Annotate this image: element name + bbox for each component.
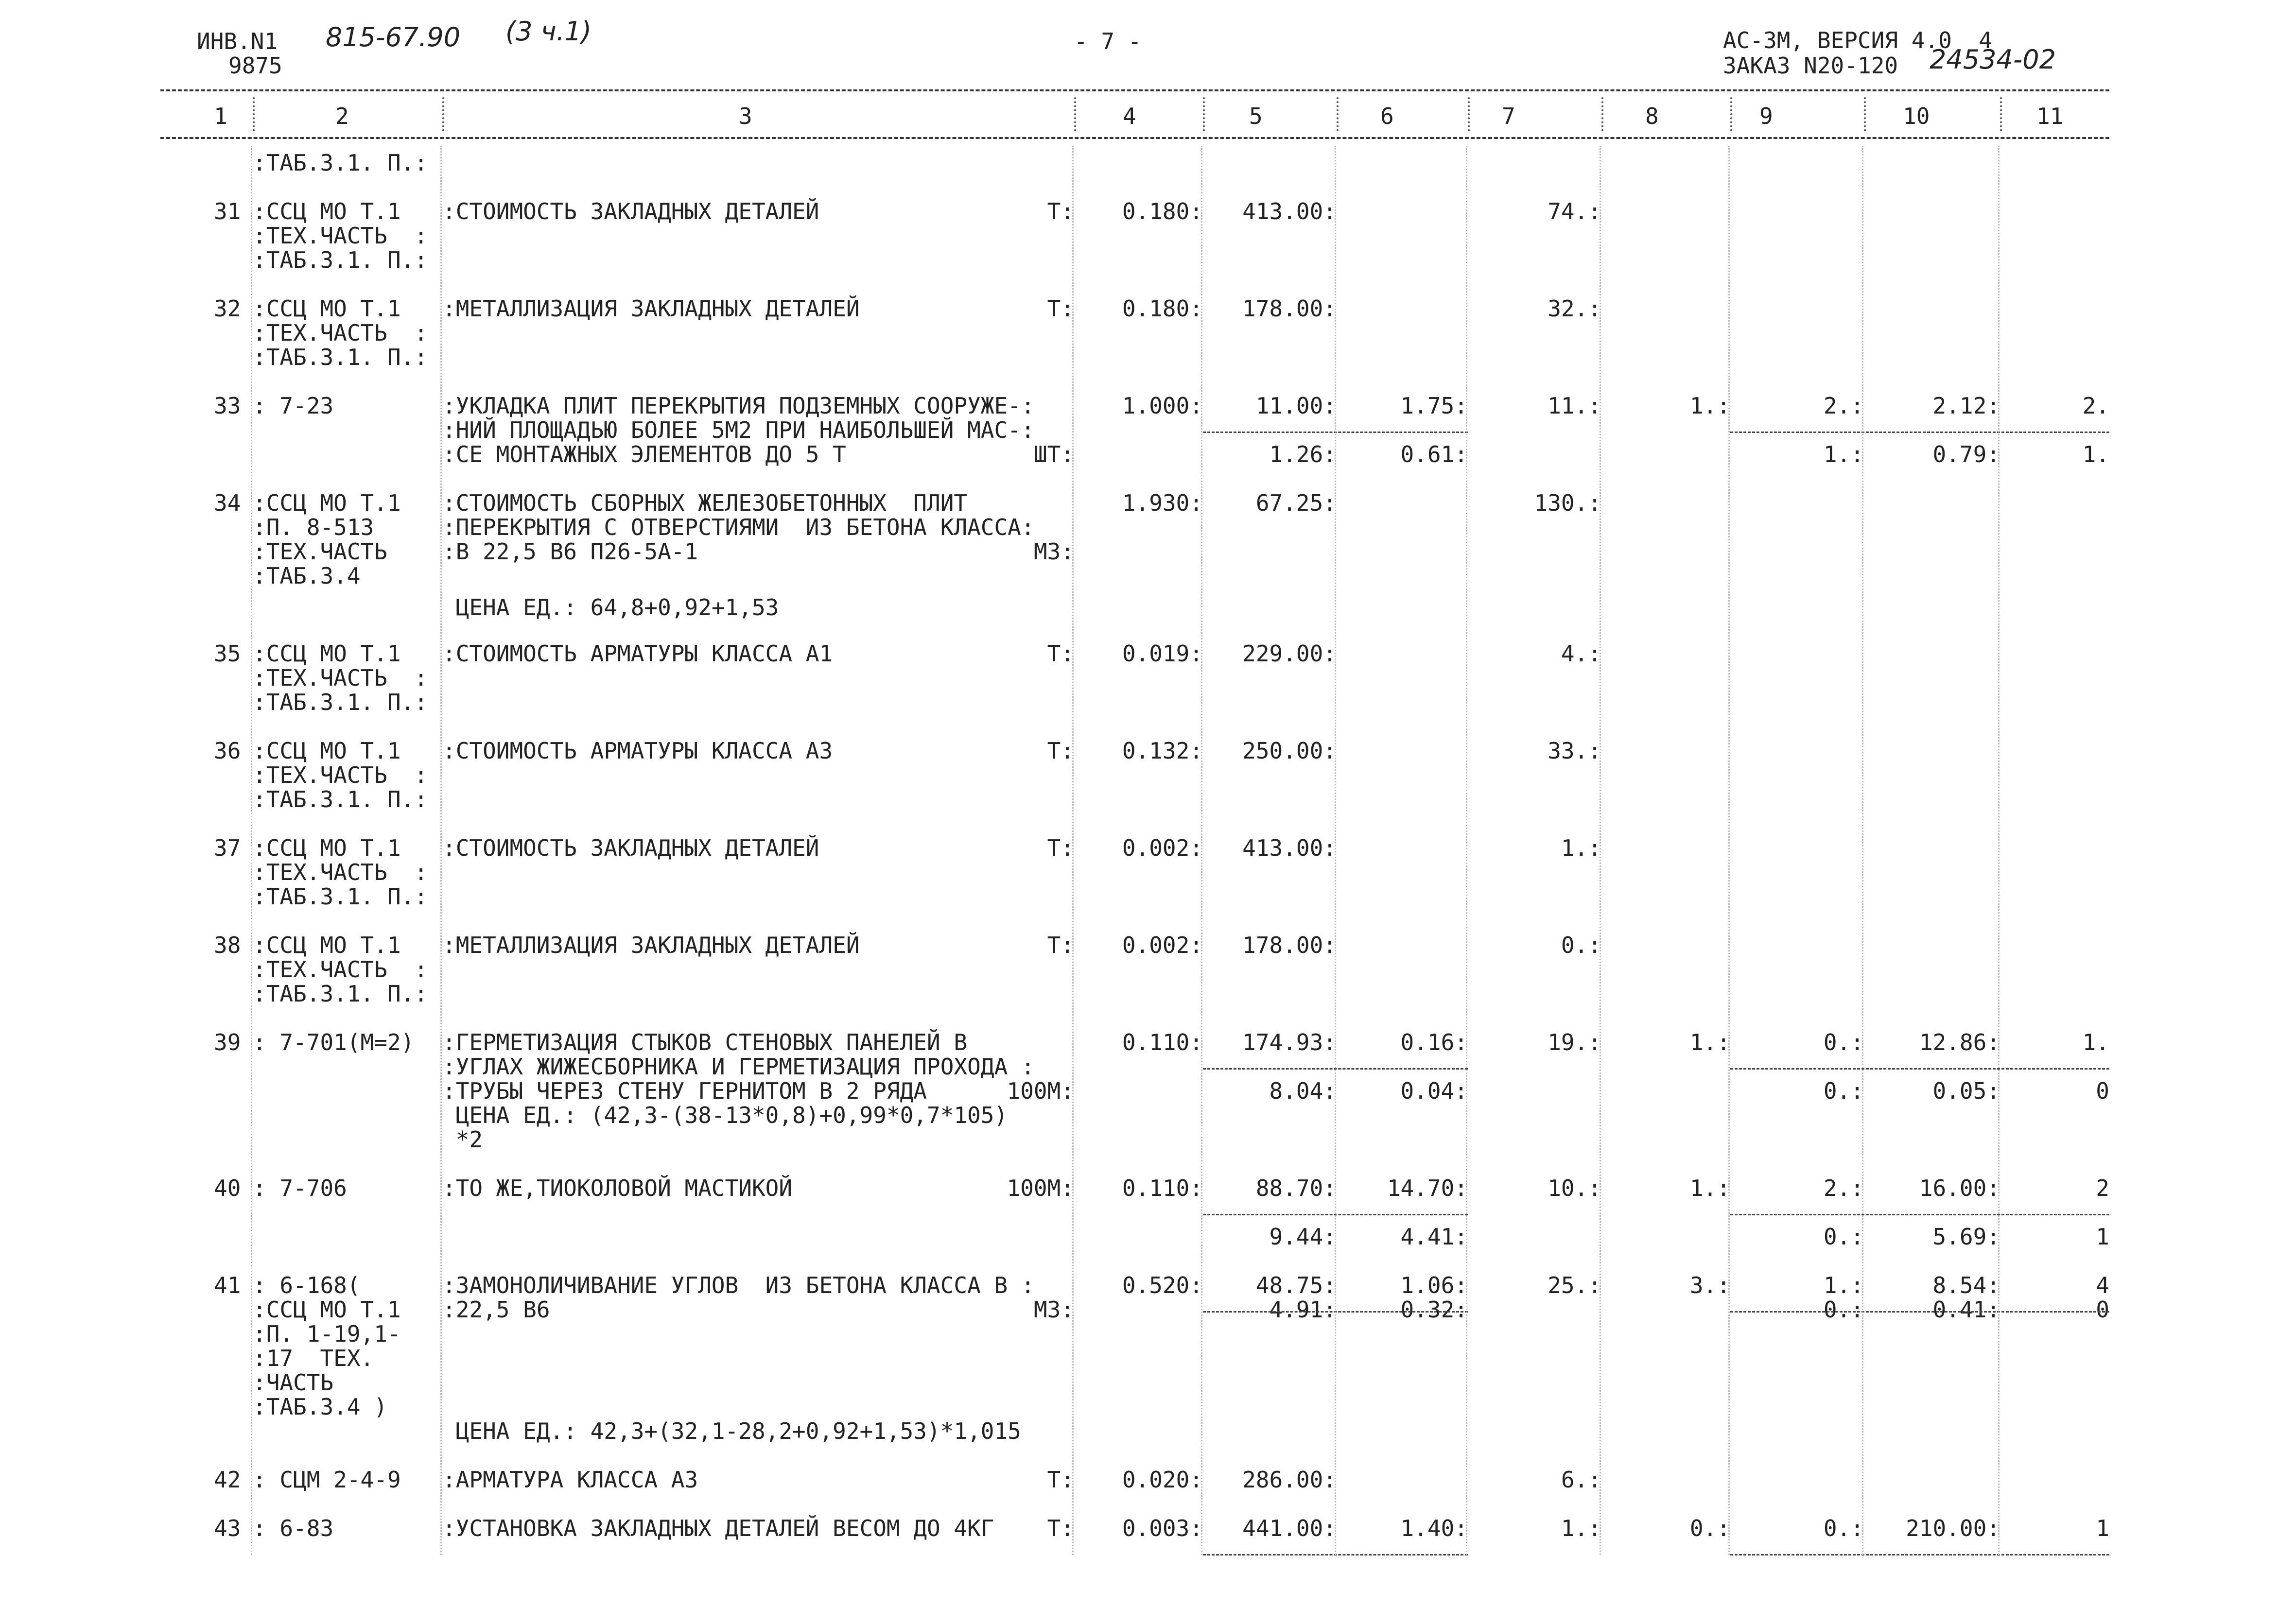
cell-c2: :ССЦ МО Т.1 [253,490,401,516]
cell-c6: 0.16: [1400,1029,1468,1055]
cell-c2: :ТАБ.3.1. П.: [253,786,428,812]
column-separator [1601,97,1603,131]
body-column-rule [1072,146,1074,1555]
cell-c4: 1.930: [1122,490,1203,516]
cell-c5: 286.00: [1242,1467,1337,1493]
subtotal-separator [1730,1554,2109,1555]
header-bottom-rule [160,137,2109,139]
cell-c4: 0.002: [1122,932,1203,958]
column-header: 2 [335,103,349,129]
cell-c6: 1.06: [1400,1272,1468,1298]
cell-c4: 0.019: [1122,640,1203,667]
cell-c3: :ТО ЖЕ,ТИОКОЛОВОЙ МАСТИКОЙ [442,1175,793,1201]
cell-c1: 31 [214,198,241,225]
column-header: 11 [2036,103,2064,129]
cell-c10: 0.79: [1932,441,2000,467]
cell-c4: 0.003: [1122,1515,1203,1541]
cell-c9: 0.: [1823,1296,1864,1323]
cell-c5: 413.00: [1242,198,1337,225]
column-separator [1864,97,1866,131]
cell-unit: Т: [1047,198,1074,225]
subtotal-separator [1730,432,2109,433]
cell-c2: :ЧАСТЬ [253,1369,334,1396]
cell-c1: 37 [214,835,241,861]
cell-c2: :ТЕХ.ЧАСТЬ : [253,762,428,788]
cell-c9: 0.: [1823,1078,1864,1104]
cell-c11: 2. [2082,393,2109,419]
cell-c2: :ТАБ.3.1. П.: [253,981,428,1007]
cell-c3: :ЗАМОНОЛИЧИВАНИЕ УГЛОВ ИЗ БЕТОНА КЛАССА В : [442,1272,1035,1298]
body-column-rule [1998,146,2000,1555]
column-header: 3 [739,103,752,129]
cell-c5: 1.26: [1269,441,1337,467]
cell-c2: :ССЦ МО Т.1 [253,835,401,861]
cell-c2: : 6-83 [253,1515,334,1541]
cell-unit: ШТ: [1033,441,1074,467]
cell-c11: 2 [2096,1175,2109,1201]
cell-c4: 0.520: [1122,1272,1203,1298]
column-header: 4 [1123,103,1136,129]
cell-c1: 36 [214,738,241,764]
cell-c11: 1 [2096,1224,2109,1250]
column-separator [1468,97,1470,131]
cell-c3: :ГЕРМЕТИЗАЦИЯ СТЫКОВ СТЕНОВЫХ ПАНЕЛЕЙ В [442,1029,968,1055]
column-header: 8 [1645,103,1659,129]
cell-c5: 48.75: [1255,1272,1337,1298]
column-separator [2000,97,2002,131]
column-header: 1 [214,103,227,129]
cell-c2: :ТЕХ.ЧАСТЬ [253,538,387,565]
cell-c8: 1.: [1689,1175,1730,1201]
cell-c5: 4.91: [1269,1296,1337,1323]
cell-c7: 11.: [1548,393,1601,419]
cell-c3: :СТОИМОСТЬ АРМАТУРЫ КЛАССА А1 [442,640,833,667]
cell-c7: 32.: [1548,295,1601,322]
cell-c2: :ТАБ.3.1. П.: [253,689,428,715]
cell-c2: :П. 1-19,1- [253,1321,401,1347]
body-column-rule [1728,146,1730,1555]
column-separator [1074,97,1076,131]
cell-c5: 11.00: [1255,393,1337,419]
column-separator [1337,97,1339,131]
cell-c5: 88.70: [1255,1175,1337,1201]
cell-unit: Т: [1047,738,1074,764]
cell-c3: :СТОИМОСТЬ СБОРНЫХ ЖЕЛЕЗОБЕТОННЫХ ПЛИТ [442,490,968,516]
cell-c3: ЦЕНА ЕД.: (42,3-(38-13*0,8)+0,99*0,7*105) [442,1102,1008,1128]
cell-c4: 0.132: [1122,738,1203,764]
cell-c1: 35 [214,640,241,667]
cell-c9: 2.: [1823,1175,1864,1201]
cell-c2: :ССЦ МО Т.1 [253,295,401,322]
cell-c2: :ТЕХ.ЧАСТЬ : [253,956,428,983]
cell-c2: : 6-168( [253,1272,361,1298]
cell-c6: 0.04: [1400,1078,1468,1104]
cell-c8: 3.: [1689,1272,1730,1298]
cell-c4: 0.002: [1122,835,1203,861]
cell-c10: 5.69: [1932,1224,2000,1250]
cell-c3: :СТОИМОСТЬ ЗАКЛАДНЫХ ДЕТАЛЕЙ [442,198,819,225]
cell-c11: 1. [2082,1029,2109,1055]
cell-c4: 0.110: [1122,1029,1203,1055]
body-column-rule [1201,146,1202,1555]
cell-c2: : 7-23 [253,393,334,419]
column-header: 9 [1759,103,1773,129]
inventory-number: 9875 [228,52,282,79]
cell-unit: Т: [1047,295,1074,322]
cell-c3: *2 [442,1126,483,1153]
cell-c2: :ТЕХ.ЧАСТЬ : [253,665,428,691]
cell-c6: 0.61: [1400,441,1468,467]
cell-c2: :ССЦ МО Т.1 [253,1296,401,1323]
cell-c7: 10.: [1548,1175,1601,1201]
cell-c2: :ТАБ.3.1. П.: [253,883,428,910]
body-column-rule [1466,146,1467,1555]
cell-unit: М3: [1033,538,1074,565]
cell-c11: 1. [2082,441,2109,467]
column-separator [253,97,255,131]
cell-c5: 67.25: [1255,490,1337,516]
cell-c10: 2.12: [1932,393,2000,419]
cell-c3: ЦЕНА ЕД.: 64,8+0,92+1,53 [442,594,779,621]
cell-c3: :УСТАНОВКА ЗАКЛАДНЫХ ДЕТАЛЕЙ ВЕСОМ ДО 4КГ [442,1515,994,1541]
cell-c4: 0.110: [1122,1175,1203,1201]
cell-c6: 1.40: [1400,1515,1468,1541]
cell-c5: 9.44: [1269,1224,1337,1250]
cell-c9: 0.: [1823,1029,1864,1055]
cell-c2: :ССЦ МО Т.1 [253,738,401,764]
column-header: 6 [1380,103,1394,129]
cell-unit: Т: [1047,932,1074,958]
body-column-rule [251,146,252,1555]
cell-c4: 0.180: [1122,198,1203,225]
header-top-rule [160,89,2109,91]
column-separator [1730,97,1732,131]
cell-c5: 178.00: [1242,295,1337,322]
body-column-rule [440,146,442,1555]
cell-c7: 25.: [1548,1272,1601,1298]
cell-c5: 413.00: [1242,835,1337,861]
cell-c5: 229.00: [1242,640,1337,667]
cell-c3: :НИЙ ПЛОЩАДЬЮ БОЛЕЕ 5М2 ПРИ НАИБОЛЬШЕЙ МАС-: [442,417,1035,443]
cell-c3: :СТОИМОСТЬ ЗАКЛАДНЫХ ДЕТАЛЕЙ [442,835,819,861]
doc-reference: 815-67.90 [326,22,461,52]
cell-c5: 178.00: [1242,932,1337,958]
cell-c3: :В 22,5 В6 П26-5А-1 [442,538,698,565]
cell-c10: 16.00: [1919,1175,2000,1201]
cell-unit: Т: [1047,1515,1074,1541]
cell-c11: 0 [2096,1296,2109,1323]
order-handwritten: 24534-02 [1930,44,2056,75]
cell-c9: 1.: [1823,1272,1864,1298]
cell-c2: : 7-701(М=2) [253,1029,415,1055]
cell-c10: 12.86: [1919,1029,2000,1055]
cell-c2: :ССЦ МО Т.1 [253,640,401,667]
cell-c2: : СЦМ 2-4-9 [253,1467,401,1493]
cell-c3: :22,5 В6 [442,1296,550,1323]
subtotal-separator [1730,1214,2109,1215]
cell-c5: 174.93: [1242,1029,1337,1055]
cell-c11: 1 [2096,1515,2109,1541]
cell-c4: 1.000: [1122,393,1203,419]
cell-c1: 33 [214,393,241,419]
cell-c7: 130.: [1534,490,1601,516]
cell-c7: 0.: [1561,932,1601,958]
cell-c11: 4 [2096,1272,2109,1298]
cell-c5: 250.00: [1242,738,1337,764]
subtotal-separator [1730,1311,2109,1313]
cell-c2: :ТЕХ.ЧАСТЬ : [253,859,428,885]
cell-c6: 1.75: [1400,393,1468,419]
cell-c3: :АРМАТУРА КЛАССА А3 [442,1467,698,1493]
cell-unit: Т: [1047,640,1074,667]
cell-c10: 0.41: [1932,1296,2000,1323]
cell-c2: : 7-706 [253,1175,347,1201]
cell-c7: 1.: [1561,835,1601,861]
cell-c1: 41 [214,1272,241,1298]
body-column-rule [1600,146,1601,1555]
cell-c7: 19.: [1548,1029,1601,1055]
column-separator [442,97,444,131]
cell-c8: 1.: [1689,393,1730,419]
cell-c10: 210.00: [1906,1515,2000,1541]
cell-c3: :МЕТАЛЛИЗАЦИЯ ЗАКЛАДНЫХ ДЕТАЛЕЙ [442,295,860,322]
document-part: (3 ч.1) [505,16,592,47]
page-number: - 7 - [1074,28,1142,54]
body-column-rule [1862,146,1863,1555]
cell-c1: 32 [214,295,241,322]
order-number: ЗАКАЗ N20-120 [1723,52,1898,79]
cell-c2: :ТАБ.3.4 ) [253,1394,387,1420]
cell-c6: 14.70: [1387,1175,1468,1201]
body-column-rule [1335,146,1336,1555]
cell-c9: 1.: [1823,441,1864,467]
software-version: АС-3М, ВЕРСИЯ 4.0 4 [1723,27,1992,53]
cell-c2: :ТЕХ.ЧАСТЬ : [253,320,428,346]
cell-c10: 0.05: [1932,1078,2000,1104]
column-header: 10 [1903,103,1930,129]
cell-c2: :17 ТЕХ. [253,1345,374,1371]
cell-c1: 42 [214,1467,241,1493]
column-separator [1203,97,1205,131]
cell-c9: 2.: [1823,393,1864,419]
column-header: 7 [1502,103,1515,129]
cell-c2: :ТАБ.3.1. П.: [253,150,428,176]
cell-c2: :ТАБ.3.1. П.: [253,247,428,273]
cell-c7: 6.: [1561,1467,1601,1493]
cell-c3: :СЕ МОНТАЖНЫХ ЭЛЕМЕНТОВ ДО 5 Т [442,441,846,467]
cell-c1: 43 [214,1515,241,1541]
column-header: 5 [1249,103,1263,129]
cell-c5: 8.04: [1269,1078,1337,1104]
cell-unit: 100М: [1007,1175,1074,1201]
cell-unit: Т: [1047,835,1074,861]
cell-c3: :СТОИМОСТЬ АРМАТУРЫ КЛАССА А3 [442,738,833,764]
cell-c1: 34 [214,490,241,516]
cell-c3: :МЕТАЛЛИЗАЦИЯ ЗАКЛАДНЫХ ДЕТАЛЕЙ [442,932,860,958]
cell-c7: 74.: [1548,198,1601,225]
cell-c6: 0.32: [1400,1296,1468,1323]
cell-c3: :УГЛАХ ЖИЖЕСБОРНИКА И ГЕРМЕТИЗАЦИЯ ПРОХОДА : [442,1054,1035,1080]
cell-c3: :ТРУБЫ ЧЕРЕЗ СТЕНУ ГЕРНИТОМ В 2 РЯДА [442,1078,927,1104]
cell-c1: 39 [214,1029,241,1055]
inventory-label: ИНВ.N1 [197,28,278,54]
cell-c8: 0.: [1689,1515,1730,1541]
cell-c1: 40 [214,1175,241,1201]
cell-c2: :ССЦ МО Т.1 [253,198,401,225]
cell-c1: 38 [214,932,241,958]
cell-c4: 0.020: [1122,1467,1203,1493]
cell-unit: 100М: [1007,1078,1074,1104]
cell-c2: :ТЕХ.ЧАСТЬ : [253,223,428,249]
cell-c7: 1.: [1561,1515,1601,1541]
cell-c7: 33.: [1548,738,1601,764]
cell-c5: 441.00: [1242,1515,1337,1541]
cell-c3: :ПЕРЕКРЫТИЯ С ОТВЕРСТИЯМИ ИЗ БЕТОНА КЛАССА: [442,514,1035,540]
cell-c7: 4.: [1561,640,1601,667]
cell-c10: 8.54: [1932,1272,2000,1298]
cell-c2: :П. 8-513 [253,514,374,540]
cell-unit: М3: [1033,1296,1074,1323]
subtotal-separator [1730,1068,2109,1070]
cell-c3: ЦЕНА ЕД.: 42,3+(32,1-28,2+0,92+1,53)*1,015 [442,1418,1021,1444]
cell-c2: :ТАБ.3.1. П.: [253,344,428,370]
cell-c2: :ТАБ.3.4 [253,563,361,589]
cell-c4: 0.180: [1122,295,1203,322]
cell-c3: :УКЛАДКА ПЛИТ ПЕРЕКРЫТИЯ ПОДЗЕМНЫХ СООРУЖЕ-: [442,393,1035,419]
cell-unit: Т: [1047,1467,1074,1493]
cell-c2: :ССЦ МО Т.1 [253,932,401,958]
cell-c11: 0 [2096,1078,2109,1104]
cell-c9: 0.: [1823,1515,1864,1541]
cell-c9: 0.: [1823,1224,1864,1250]
cell-c6: 4.41: [1400,1224,1468,1250]
cell-c8: 1.: [1689,1029,1730,1055]
